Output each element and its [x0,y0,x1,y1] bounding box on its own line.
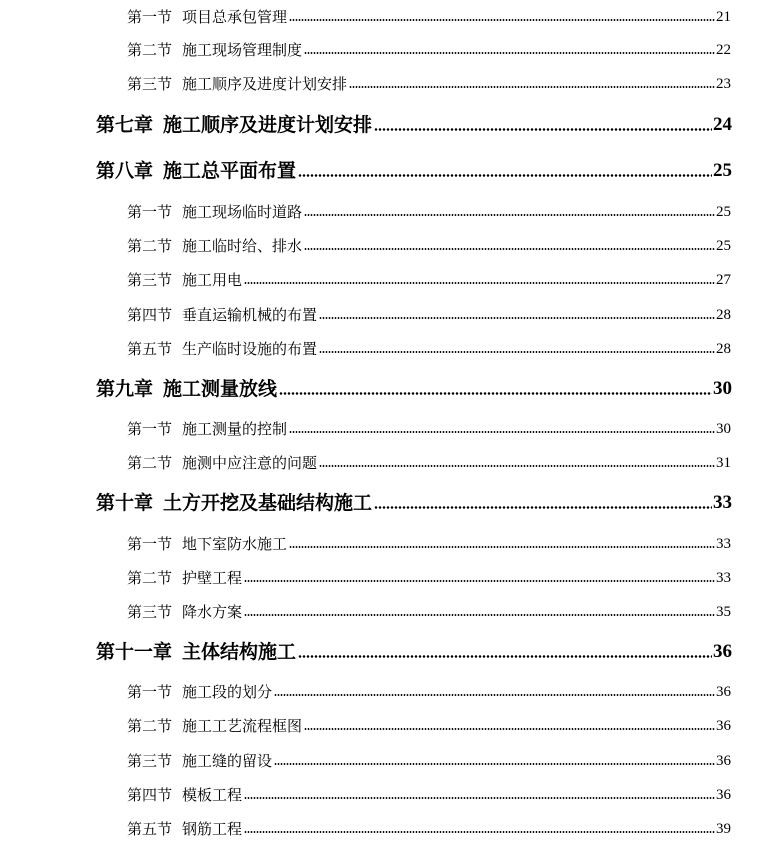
toc-section-entry[interactable] [0,717,778,735]
toc-entry-title: 垂直运输机械的布置 [182,306,318,324]
dot-leader [298,173,712,178]
toc-entry-title: 项目总承包管理 [182,8,288,26]
toc-page-number: 36 [716,684,731,700]
toc-entry-title: 生产临时设施的布置 [182,340,318,358]
toc-page-number: 30 [713,378,732,399]
dot-leader [304,51,715,55]
toc-section-entry[interactable] [0,237,778,255]
toc-page-number: 25 [716,238,731,254]
dot-leader [289,430,715,434]
toc-page-number: 36 [716,787,731,803]
toc-entry-number: 第七章 [96,114,154,136]
toc-entry-title: 模板工程 [182,786,243,804]
toc-page-number: 23 [716,76,731,92]
toc-section-entry[interactable] [0,203,778,221]
toc-page-number: 25 [713,160,732,181]
toc-entry-number: 第二节 [127,41,173,59]
toc-section-entry[interactable] [0,786,778,804]
toc-page-number: 33 [716,570,731,586]
toc-entry-title: 护壁工程 [182,569,243,587]
toc-entry-number: 第一节 [127,420,173,438]
dot-leader [244,613,715,617]
dot-leader [289,545,715,549]
toc-page-number: 30 [716,421,731,437]
dot-leader [244,796,715,800]
toc-entry-number: 第一节 [127,203,173,221]
toc-chapter-entry[interactable] [0,378,778,400]
toc-entry-title: 地下室防水施工 [182,535,288,553]
toc-entry-number: 第十章 [96,492,154,514]
toc-entry-number: 第一节 [127,683,173,701]
toc-page-number: 31 [716,455,731,471]
toc-entry-title: 施工总平面布置 [163,160,297,182]
toc-entry-title: 施工顺序及进度计划安排 [163,114,373,136]
toc-section-entry[interactable] [0,340,778,358]
toc-entry-number: 第四节 [127,306,173,324]
dot-leader [274,762,715,766]
toc-page-number: 33 [713,492,732,513]
toc-entry-number: 第四节 [127,786,173,804]
toc-page-number: 28 [716,341,731,357]
toc-section-entry[interactable] [0,271,778,289]
dot-leader [374,505,712,510]
toc-section-entry[interactable] [0,603,778,621]
toc-entry-number: 第二节 [127,454,173,472]
toc-page-number: 27 [716,272,731,288]
toc-page-number: 28 [716,307,731,323]
toc-chapter-entry[interactable] [0,160,778,182]
toc-entry-number: 第五节 [127,820,173,838]
toc-entry-title: 施工测量放线 [163,378,278,400]
toc-page-number: 39 [716,821,731,837]
toc-section-entry[interactable] [0,420,778,438]
toc-entry-title: 施工段的划分 [182,683,273,701]
toc-chapter-entry[interactable] [0,492,778,514]
toc-chapter-entry[interactable] [0,114,778,136]
dot-leader [298,654,712,659]
toc-entry-number: 第三节 [127,75,173,93]
toc-entry-number: 第二节 [127,569,173,587]
toc-entry-number: 第三节 [127,752,173,770]
dot-leader [289,18,715,22]
toc-entry-title: 施工缝的留设 [182,752,273,770]
toc-entry-title: 钢筋工程 [182,820,243,838]
dot-leader [349,85,715,89]
dot-leader [304,247,715,251]
dot-leader [374,127,712,132]
toc-entry-title: 施工工艺流程框图 [182,717,303,735]
toc-page-number: 36 [716,718,731,734]
toc-section-entry[interactable] [0,306,778,324]
toc-entry-title: 降水方案 [182,603,243,621]
toc-entry-title: 施工测量的控制 [182,420,288,438]
dot-leader [279,391,712,396]
toc-entry-title: 施工临时给、排水 [182,237,303,255]
dot-leader [244,830,715,834]
dot-leader [244,579,715,583]
dot-leader [274,693,715,697]
toc-section-entry[interactable] [0,535,778,553]
toc-entry-number: 第二节 [127,717,173,735]
toc-section-entry[interactable] [0,8,778,26]
toc-section-entry[interactable] [0,75,778,93]
toc-entry-number: 第八章 [96,160,154,182]
toc-page-number: 33 [716,536,731,552]
toc-entry-number: 第三节 [127,603,173,621]
toc-page-number: 25 [716,204,731,220]
dot-leader [304,213,715,217]
toc-entry-number: 第一节 [127,8,173,26]
toc-entry-title: 施工现场临时道路 [182,203,303,221]
toc-entry-number: 第十一章 [96,641,173,663]
toc-entry-title: 土方开挖及基础结构施工 [163,492,373,514]
toc-section-entry[interactable] [0,683,778,701]
toc-page-number: 35 [716,604,731,620]
dot-leader [304,727,715,731]
toc-page-number: 36 [716,753,731,769]
toc-section-entry[interactable] [0,820,778,838]
toc-entry-number: 第五节 [127,340,173,358]
toc-entry-title: 施工顺序及进度计划安排 [182,75,348,93]
toc-entry-number: 第二节 [127,237,173,255]
toc-section-entry[interactable] [0,454,778,472]
toc-entry-title: 主体结构施工 [182,641,297,663]
dot-leader [244,281,715,285]
dot-leader [319,316,715,320]
toc-entry-number: 第九章 [96,378,154,400]
toc-page-number: 21 [716,9,731,25]
toc-page-number: 36 [713,641,732,662]
toc-entry-title: 施工现场管理制度 [182,41,303,59]
toc-entry-title: 施测中应注意的问题 [182,454,318,472]
toc-section-entry[interactable] [0,569,778,587]
toc-page-number: 24 [713,114,732,135]
toc-entry-number: 第三节 [127,271,173,289]
dot-leader [319,350,715,354]
toc-entry-number: 第一节 [127,535,173,553]
dot-leader [319,464,715,468]
toc-entry-title: 施工用电 [182,271,243,289]
toc-section-entry[interactable] [0,752,778,770]
toc-page-number: 22 [716,42,731,58]
toc-section-entry[interactable] [0,41,778,59]
toc-chapter-entry[interactable] [0,641,778,663]
